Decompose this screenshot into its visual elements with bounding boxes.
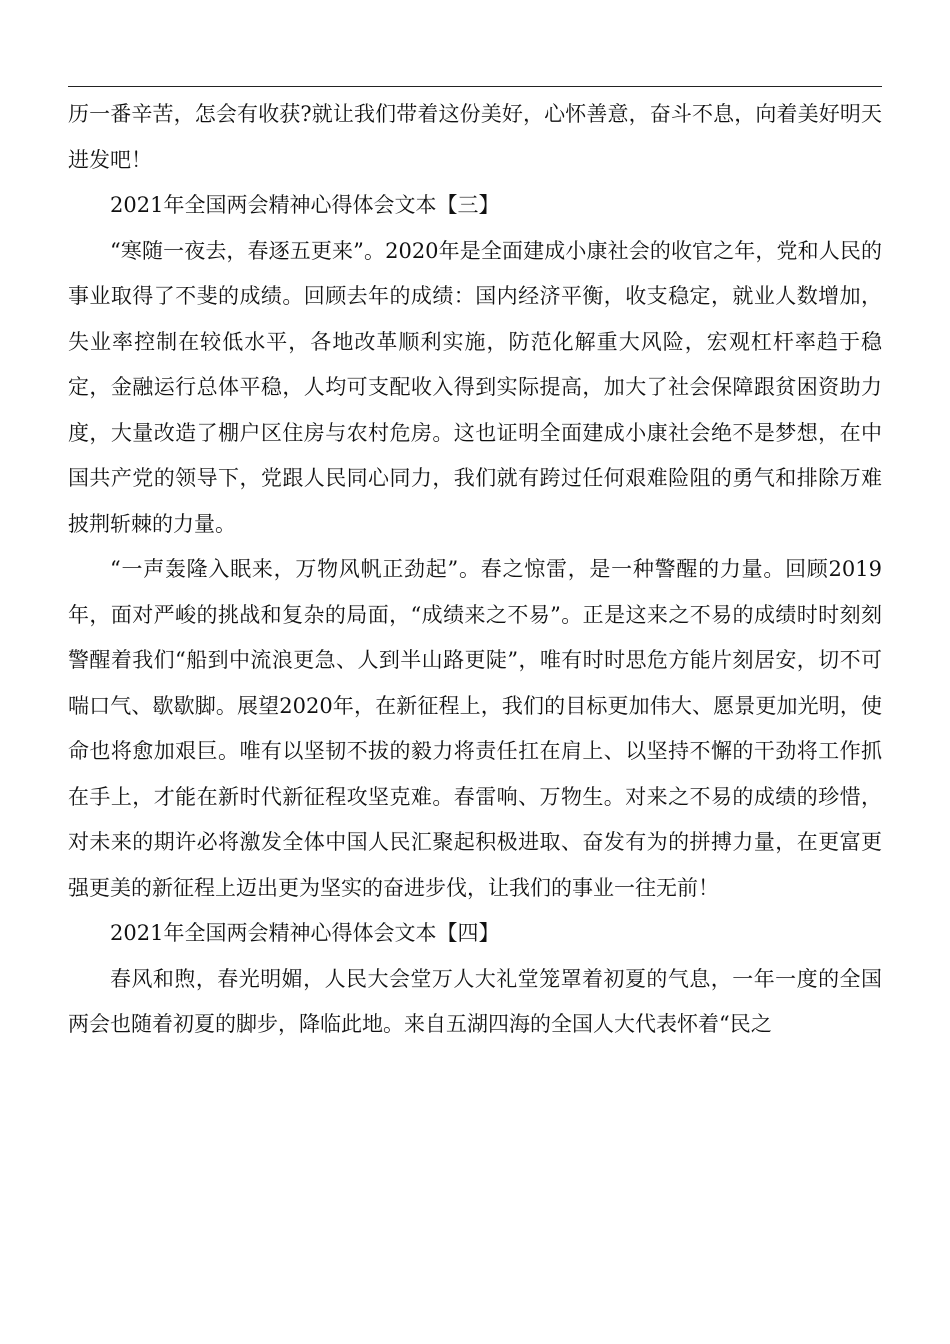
paragraph-continuation: 历一番辛苦，怎会有收获?就让我们带着这份美好，心怀善意，奋斗不息，向着美好明天进发吧！ xyxy=(68,102,882,172)
header-rule xyxy=(68,86,882,87)
section-heading-three: 2021年全国两会精神心得体会文本【三】 xyxy=(110,193,500,217)
paragraph: “一声轰隆入眠来，万物风帆正劲起”。春之惊雷，是一种警醒的力量。回顾2019年，面对严峻的挑战和复杂的局面，“成绩来之不易”。正是这来之不易的成绩时时刻刻警醒着我们“船到中流浪更急、人到半山路更陡”，唯有时时思危方能片刻居安，切不可喘口气、歇歇脚。展望2020年，在新征程上，我们的目标更加伟大、愿景更加光明，使命也将愈加艰巨。唯有以坚韧不拔的毅力将责任扛在肩上、以坚持不懈的干劲将工作抓在手上，才能在新时代新征程攻坚克难。春雷响、万物生。对来之不易的成绩的珍惜，对未来的期许必将激发全体中国人民汇聚起积极进取、奋发有为的拼搏力量，在更富更强更美的新征程上迈出更为坚实的奋进步伐，让我们的事业一往无前！ xyxy=(68,557,882,900)
paragraph: 春风和煦，春光明媚，人民大会堂万人大礼堂笼罩着初夏的气息，一年一度的全国两会也随着初夏的脚步，降临此地。来自五湖四海的全国人大代表怀着“民之 xyxy=(68,966,882,1036)
paragraph: “寒随一夜去，春逐五更来”。2020年是全面建成小康社会的收官之年，党和人民的事业取得了不斐的成绩。回顾去年的成绩：国内经济平衡，收支稳定，就业人数增加，失业率控制在较低水平，各地改革顺利实施，防范化解重大风险，宏观杠杆率趋于稳定，金融运行总体平稳，人均可支配收入得到实际提高，加大了社会保障跟贫困资助力度，大量改造了棚户区住房与农村危房。这也证明全面建成小康社会绝不是梦想，在中国共产党的领导下，党跟人民同心同力，我们就有跨过任何艰难险阻的勇气和排除万难披荆斩棘的力量。 xyxy=(68,238,882,536)
section-heading-four: 2021年全国两会精神心得体会文本【四】 xyxy=(110,921,500,945)
document-body xyxy=(68,92,882,1048)
